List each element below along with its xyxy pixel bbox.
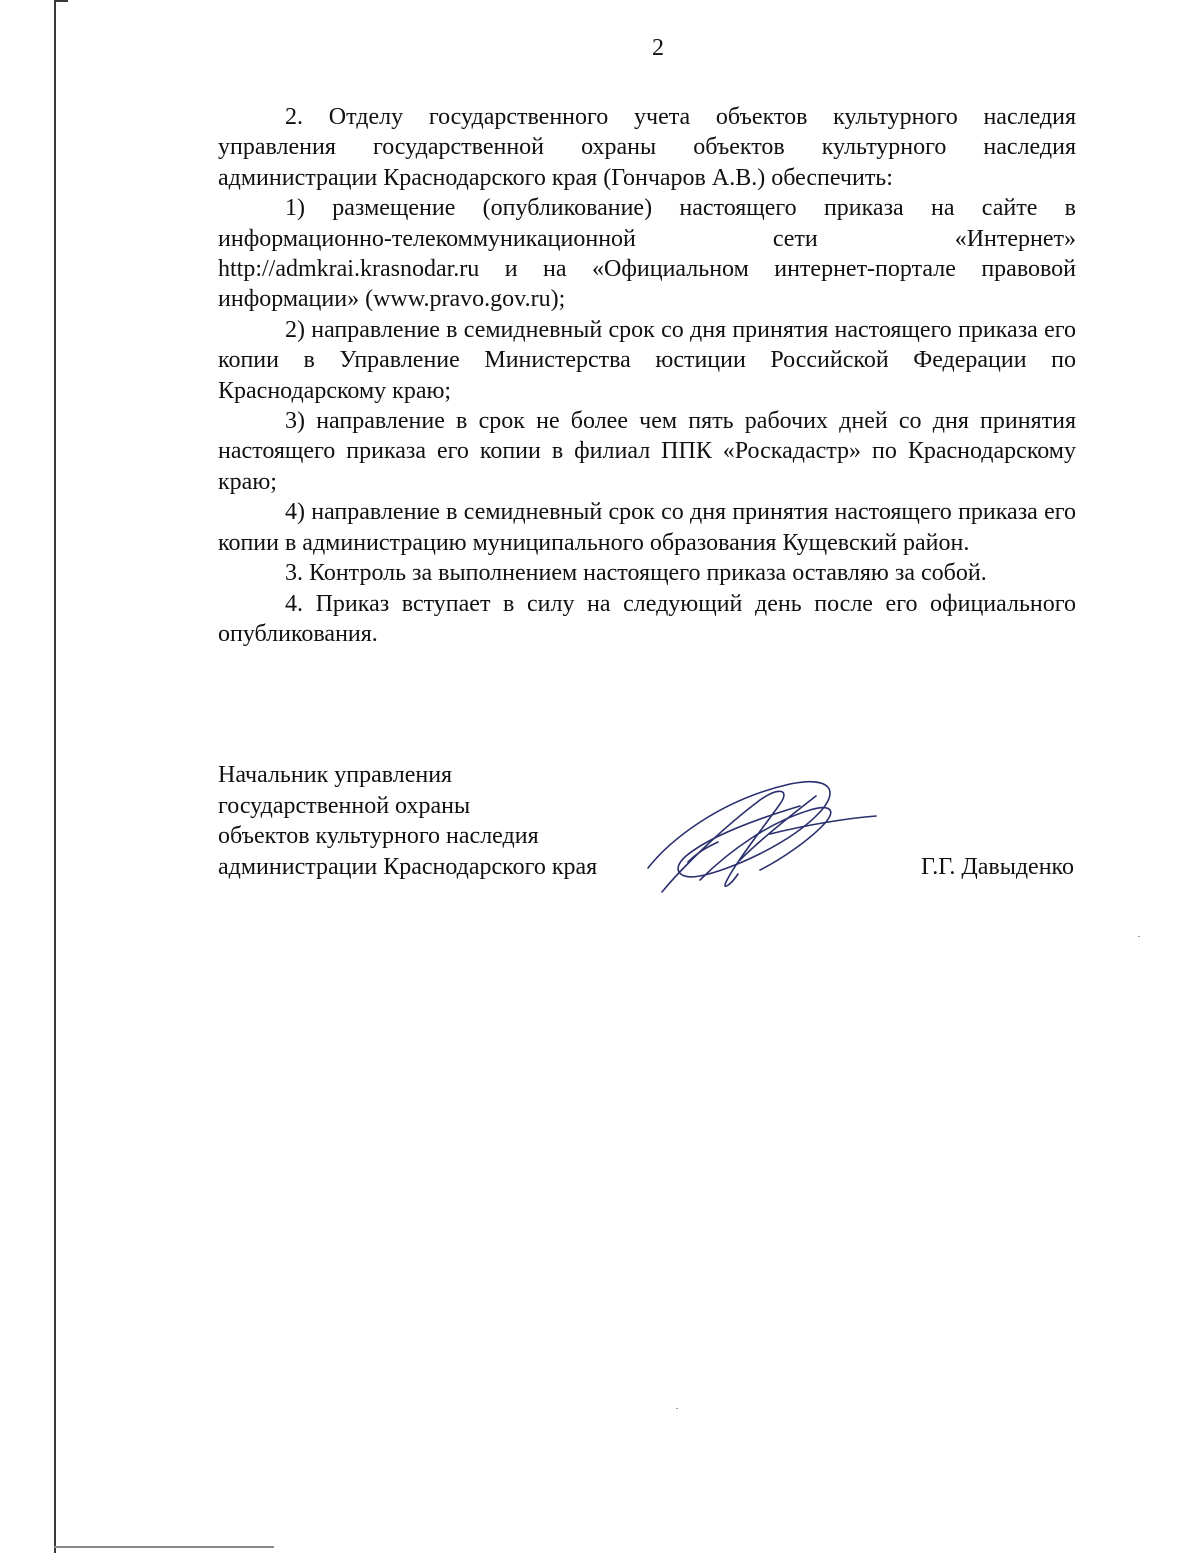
signer-name: Г.Г. Давыденко <box>921 854 1074 880</box>
scan-speck <box>676 1408 678 1409</box>
signatory-position <box>218 760 597 882</box>
paragraph-subitem-2: 2) направление в семидневный срок со дня принятия настоящего приказа его копии в Управление Министерства юстиции Российской Федерации по Краснодарскому краю; <box>218 316 1076 404</box>
paragraph-item-3: 3. Контроль за выполнением настоящего приказа оставляю за собой. <box>285 560 987 587</box>
signature-stroke <box>648 782 830 877</box>
document-body <box>218 102 1076 649</box>
handwritten-signature <box>640 770 880 900</box>
scan-border-bottom <box>54 1546 274 1548</box>
position-line: Начальник управления <box>218 762 453 788</box>
paragraph-item-2: 2. Отделу государственного учета объектов культурного наследия управления государственной охраны объектов культурного наследия администрации Краснодарского края (Гончаров А.В.) обеспечить: <box>218 104 1076 191</box>
page-number: 2 <box>652 35 664 61</box>
paragraph-item-4: 4. Приказ вступает в силу на следующий день после его официального опубликования. <box>218 590 1076 647</box>
position-line: государственной охраны <box>218 792 471 819</box>
scan-border-corner <box>54 0 68 2</box>
scan-speck <box>1138 936 1140 937</box>
position-line: объектов культурного наследия <box>218 823 539 849</box>
signature-stroke <box>700 808 831 880</box>
scan-border-left <box>54 0 56 1553</box>
paragraph-subitem-4: 4) направление в семидневный срок со дня принятия настоящего приказа его копии в администрацию муниципального образования Кущевский район. <box>218 499 1076 556</box>
paragraph-subitem-1: 1) размещение (опубликование) настоящего приказа на сайте в информационно-телекоммуникационной сети «Интернет» http://admkrai.krasnodar.ru и на «Официальном интернет-портале правовой информации» (www.pravo.gov.ru); <box>218 195 1076 313</box>
paragraph-subitem-3: 3) направление в срок не более чем пять рабочих дней со дня принятия настоящего приказа его копии в филиал ППК «Роскадастр» по Краснодарскому краю; <box>218 408 1076 495</box>
position-line: администрации Краснодарского края <box>218 853 598 880</box>
signature-stroke <box>662 791 784 892</box>
